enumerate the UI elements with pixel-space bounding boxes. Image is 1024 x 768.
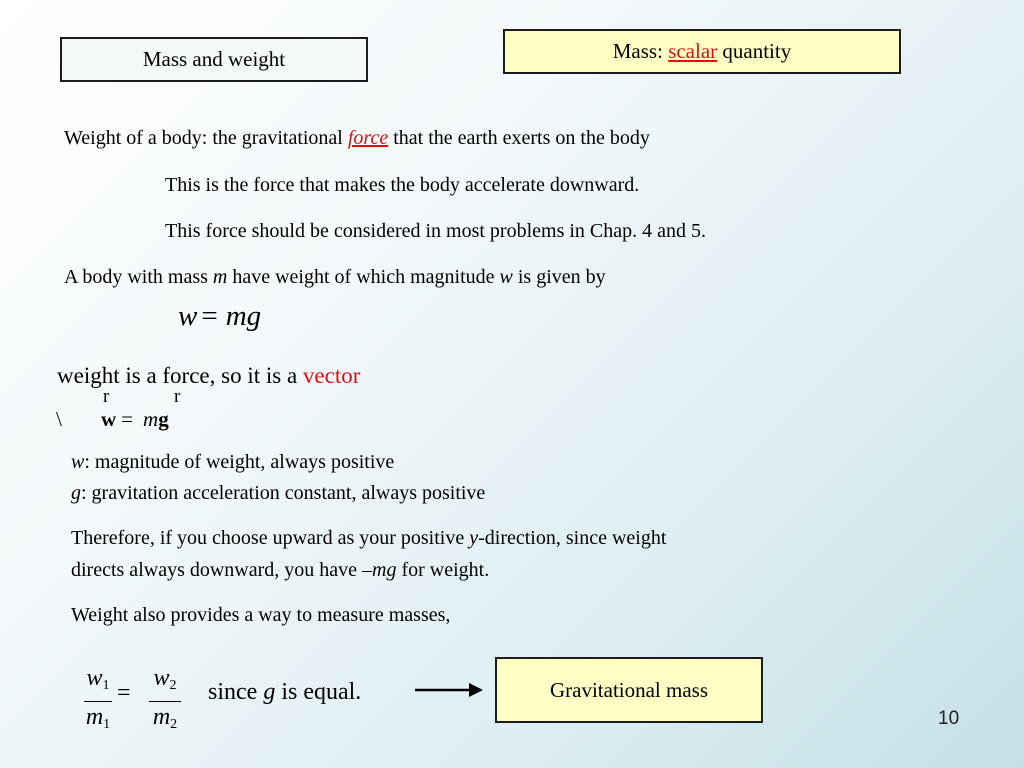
gravitational-mass-box: [495, 657, 763, 723]
def-g-text: : gravitation acceleration constant, always positive: [81, 482, 486, 504]
weight-equation: [178, 300, 261, 333]
relation-part2: have weight of which magnitude: [227, 266, 500, 288]
fraction-w1-m1: [84, 665, 112, 738]
frac1-bar: [84, 701, 112, 702]
def-w-text: : magnitude of weight, always positive: [84, 451, 395, 473]
therefore-symbol: \: [56, 407, 62, 431]
mass-suffix: quantity: [717, 39, 792, 63]
vector-prefix: weight is a force, so it is a: [57, 363, 303, 388]
since-g-symbol: g: [263, 679, 276, 705]
frac2-den-sub: 2: [170, 717, 178, 732]
frac2-num-sub: 2: [169, 678, 177, 693]
sign-part2: -direction, since weight: [478, 527, 667, 549]
w-definition: [71, 451, 394, 474]
eq-equals: =: [201, 300, 218, 332]
sign-part1: Therefore, if you choose upward as your positive: [71, 527, 470, 549]
frac1-den-sub: 1: [103, 717, 111, 732]
frac2-bar: [149, 701, 181, 702]
g-definition: [71, 482, 485, 505]
relation-part1: A body with mass: [64, 266, 213, 288]
slide-title-box: [60, 37, 368, 82]
force-word: force: [347, 127, 389, 149]
weight-symbol: w: [499, 266, 513, 288]
frac1-num-sym: w: [86, 665, 103, 691]
chapter-note: This force should be considered in most problems in Chap. 4 and 5.: [165, 220, 707, 242]
mass-scalar-box: [503, 29, 901, 74]
weight-def-suffix: that the earth exerts on the body: [388, 127, 650, 149]
eq-w: w: [178, 300, 198, 332]
sign-paragraph-line1: [71, 527, 666, 550]
frac1-numerator: [84, 665, 112, 699]
fraction-w2-m2: [149, 665, 181, 738]
eq-mg: mg: [225, 300, 262, 332]
vec-w: w: [101, 407, 117, 431]
vec-m: m: [143, 407, 159, 431]
mass-label: Mass:: [612, 39, 669, 63]
vector-arrow-w: r: [103, 386, 110, 407]
page-number: 10: [938, 708, 960, 729]
mass-weight-relation: [64, 266, 606, 289]
right-arrow-icon: [413, 680, 485, 700]
slide-title: Mass and weight: [142, 47, 286, 71]
weight-def-prefix: Weight of a body: the gravitational: [64, 127, 348, 149]
gravitational-mass-label: Gravitational mass: [549, 677, 709, 702]
negative-mg: –mg: [362, 559, 397, 581]
since-g-equal: [208, 679, 361, 706]
relation-part3: is given by: [512, 266, 606, 288]
scalar-word: scalar: [668, 39, 718, 63]
is-equal-text: is equal.: [275, 679, 362, 705]
vec-g: g: [158, 407, 169, 431]
frac2-den-sym: m: [152, 704, 171, 730]
ratio-equals: =: [117, 680, 131, 706]
y-symbol: y: [469, 527, 479, 549]
def-g-symbol: g: [71, 482, 81, 504]
vector-equation: [101, 407, 169, 432]
frac2-num-sym: w: [153, 665, 170, 691]
frac1-num-sub: 1: [102, 678, 110, 693]
frac2-numerator: [149, 665, 181, 699]
sign-part4: for weight.: [396, 559, 490, 581]
vector-word: vector: [302, 363, 361, 388]
frac2-denominator: [149, 704, 181, 738]
since-word: since: [208, 679, 264, 705]
vec-equals: =: [121, 407, 134, 431]
weight-definition: [64, 127, 650, 150]
vector-arrow-g: r: [174, 386, 181, 407]
mass-symbol: m: [212, 266, 228, 288]
sign-paragraph-line2: [71, 559, 489, 582]
frac1-denominator: [84, 704, 112, 738]
measure-masses-note: Weight also provides a way to measure masses,: [71, 604, 451, 626]
frac1-den-sym: m: [85, 704, 104, 730]
sign-part3: directs always downward, you have: [71, 559, 363, 581]
def-w-symbol: w: [71, 451, 85, 473]
accelerate-note: This is the force that makes the body accelerate downward.: [165, 174, 640, 196]
